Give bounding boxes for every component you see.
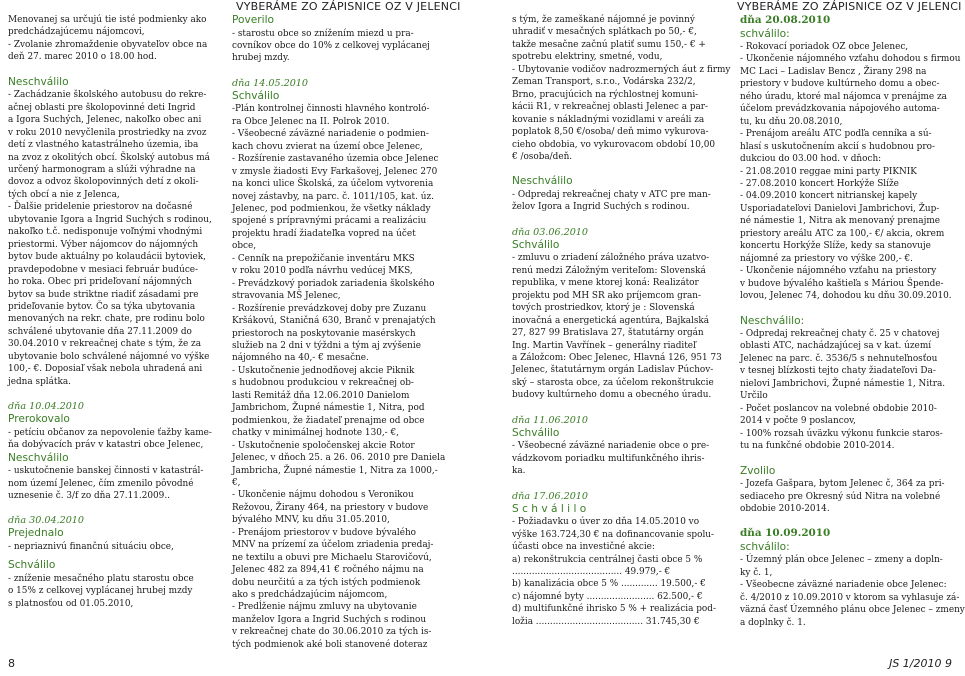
text-line: Jelenec, štatutárnym orgán Ladislav Púchov- [512, 365, 714, 376]
text-line: c) nájomné byty ........................ 62.500,- € [512, 591, 703, 602]
text-line: - 21.08.2010 reggae mini party PIKNIK [740, 166, 917, 177]
date-heading-4: dňa 03.06.2010 [512, 226, 589, 238]
date-heading-6: dňa 17.06.2010 [512, 490, 589, 502]
heading-schvalilo-5: S c h v á l i l o [512, 502, 587, 515]
text-line: tých podmienok aké boli stanovené doteraz [232, 639, 428, 650]
text-line: ňa dobývacích práv v katastri obce Jelenec, [8, 440, 204, 451]
page-header-right: VYBERÁME ZO ZÁPISNICE OZ V JELENCI [737, 0, 962, 13]
col3-block5 [512, 516, 734, 628]
text-line: detí z vlastného katastrálneho územia, iba [8, 140, 199, 151]
text-line: - Uskutočnenie spoločenskej akcie Rotor [232, 440, 415, 451]
text-line: - Ukončenie nájmu dohodou s Veronikou [232, 490, 414, 501]
text-line: jedna splátka. [8, 376, 71, 387]
text-line: Jelenec, pod podmienkou, že všetky náklady [232, 203, 431, 214]
text-line: - Rozšírenie zastavaného územia obce Jelenec [232, 154, 439, 165]
text-line: tových prostriedkov, ktorý je : Slovenská [512, 303, 695, 314]
text-line: bývalého MNV, ku dňu 31.05.2010, [232, 515, 390, 526]
text-line: lovou, Jelenec 74, dohodou ku dňu 30.09.2010. [740, 291, 952, 302]
heading-schvalilo: Schválilo [8, 559, 56, 572]
text-line: Jambrichom, Župné námestie 1, Nitra, pod [232, 403, 425, 414]
date-heading-2: dňa 30.04.2010 [8, 515, 85, 527]
text-line: dukciou do 03.00 hod. v dňoch: [740, 154, 882, 165]
text-line: - Odpredaj rekreačnej chaty č. 25 v chatovej [740, 329, 940, 340]
heading-poverilo: Poverilo [232, 14, 275, 26]
text-line: Zeman Transport, s.r.o., Vodárska 232/2, [512, 77, 696, 88]
text-line: - Všeobecne záväzné nariadenie obce Jelenec: [740, 580, 947, 591]
text-line: uznesenie č. 3/f zo dňa 27.11.2009.. [8, 491, 170, 501]
heading-neschvalilo-4: Neschválilo: [740, 314, 805, 327]
text-line: ubytovanie Igora a Ingrid Suchých s rodinou, [8, 214, 212, 225]
text-line: - Rokovací poriadok OZ obce Jelenec, [740, 42, 909, 52]
date-heading-5: dňa 11.06.2010 [512, 414, 589, 426]
text-line: - Rozšírenie prevádzkovej doby pre Zuzanu [232, 303, 427, 314]
text-line: - Prevádzkový poriadok zariadenia školského [232, 278, 435, 289]
text-line: ubytovanie bolo schválené nájomné vo výške [8, 351, 210, 362]
col1-block3 [8, 465, 228, 502]
text-line: - Predĺženie nájmu zmluvy na ubytovanie [232, 602, 417, 613]
text-line: projektu pod MH SR ako príjemcom gran- [512, 290, 702, 301]
text-line: nájomné za priestory vo výške 200,- €. [740, 253, 913, 264]
date-heading: dňa 10.04.2010 [8, 401, 85, 413]
text-line: MNV na prízemí za účelom zriadenia predaj- [232, 540, 434, 551]
text-line: ....................................... 49.979,- € [512, 566, 671, 577]
text-line: cieho obdobia, vo vykurovacom období 10,00 [512, 139, 715, 150]
text-line: covníkov obce do 10% z celkovej vyplácanej [232, 40, 430, 51]
text-line: nájomného na 40,- € mesačne. [232, 353, 369, 364]
heading-prerokovalo: Prerokovalo [8, 413, 70, 426]
text-line: takže mesačne začnú platiť sumu 150,- € + [512, 39, 706, 50]
col4-block1 [740, 41, 961, 303]
text-line: č. 4/2010 z 10.09.2010 v ktorom sa vyhlasuje zá- [740, 592, 960, 603]
column-3 [512, 14, 734, 634]
heading-schvalilo-7: schválilo: [740, 540, 790, 553]
text-line: né námestie 1, Nitra ak menovaný prenajme [740, 216, 940, 227]
text-line: € /osoba/deň. [512, 151, 573, 162]
text-line: ačnej oblasti pre školopovinné deti Ingrid [8, 102, 196, 113]
text-line: tých obcí a nie z Jelenca, [8, 189, 120, 200]
text-line: ložia ...................................... 31.745,30 € [512, 616, 700, 627]
col4-block2 [740, 328, 954, 453]
date-heading-3: dňa 14.05.2010 [232, 77, 309, 89]
text-line: výške 163.724,30 € na dofinancovanie spolu- [512, 529, 715, 540]
text-line: - Všeobecné záväzné nariadenie obce o pre- [512, 441, 710, 452]
text-line: chatky v minimálnej hodnote 130,- €, [232, 428, 399, 439]
text-line: - Zvolanie zhromaždenie obyvateľov obce na [8, 39, 208, 50]
text-line: obdobie 2010-2014. [740, 503, 830, 514]
col1-block1 [8, 89, 228, 388]
text-line: renú medzi Záložným veriteľom: Slovenská [512, 265, 706, 276]
text-line: - Ukončenie nájomného vzťahu na priestory [740, 266, 937, 277]
text-line: ky č. 1, [740, 567, 773, 578]
text-line: obce, [232, 241, 257, 252]
text-line: kovanie s nákladnými vozidlami v areáli za [512, 114, 705, 125]
text-line: republika, v mene ktorej koná: Realizátor [512, 278, 699, 289]
text-line: - Odpredaj rekreačnej chaty v ATC pre man- [512, 189, 711, 200]
heading-schvalilo-3: Schválilo [512, 238, 560, 251]
text-line: novej zástavby, na parc. č. 1011/105, kat. úz. [232, 191, 434, 202]
text-line: a doplnky č. 1. [740, 617, 806, 628]
text-line: koncertu Horkýže Slíže, kedy sa stanovuje [740, 241, 931, 252]
text-line: oblasti ATC, nachádzajúcej sa v kat. území [740, 341, 932, 352]
text-line: nom území Jelenec, čím zmenilo pôvodné [8, 478, 194, 489]
col2-block1 [232, 28, 458, 65]
page-number-left: 8 [8, 657, 15, 670]
text-line: - nepriaznivú finančnú situáciu obce, [8, 541, 174, 552]
text-line: - Prenájom areálu ATC podľa cenníka a sú- [740, 129, 932, 140]
text-line: Kršákovú, Staničná 630, Branč v prenajatých [232, 316, 436, 327]
heading-prejednalo: Prejednalo [8, 527, 64, 540]
text-line: účasti obce na investičné akcie: [512, 542, 655, 553]
text-line: bytov sa bude striktne riadiť zásadami pre [8, 289, 199, 300]
text-line: poplatok 8,50 €/osoba/ deň mimo vykurova- [512, 127, 709, 138]
text-line: - zmluvu o zriadení záložného práva uzatvo- [512, 253, 710, 264]
text-line: 30.04.2010 v rekreačnej chate s tým, že za [8, 339, 201, 350]
text-line: pravdepodobne v mesiaci február budúce- [8, 264, 199, 275]
col4-block4 [740, 554, 965, 629]
text-line: určený harmonogram a slúži výhradne na [8, 165, 196, 176]
text-line: - Požiadavku o úver zo dňa 14.05.2010 vo [512, 517, 700, 528]
text-line: stravovania MŠ Jelenec, [232, 291, 341, 302]
text-line: Jelenec na parc. č. 3536/5 s nehnuteľnosťou [740, 353, 938, 364]
col1-intro [8, 14, 228, 64]
col3-block4 [512, 440, 734, 477]
text-line: kácii R1, v rekreačnej oblasti Jelenec a par- [512, 102, 709, 113]
text-line: spojené s prípravnými prácami a realizáciu [232, 216, 427, 227]
col4-block3 [740, 478, 954, 515]
text-line: spotrebu elektriny, smetné, vodu, [512, 52, 663, 63]
text-line: vádzkovom poriadku multifunkčného ihris- [512, 453, 705, 464]
text-line: deň 27. marec 2010 o 18.00 hod. [8, 52, 157, 63]
text-line: tu na funkčné obdobie 2010-2014. [740, 441, 895, 452]
heading-schvalilo-4: Schválilo [512, 426, 560, 439]
text-line: bytov bude aktuálny po kolaudácii bytoviek, [8, 252, 206, 263]
text-line: Usporiadateľovi Danielovi Jambrichovi, Žup- [740, 203, 940, 214]
text-line: priestoroch na poskytovanie masérskych [232, 328, 416, 339]
text-line: - Cenník na prepožičanie inventáru MKS [232, 253, 415, 264]
heading-neschvalilo-3: Neschválilo [512, 175, 573, 188]
text-line: - 04.09.2010 koncert nitrianskej kapely [740, 191, 918, 202]
heading-schvalilo-6: schválilo: [740, 27, 790, 40]
text-line: ako s predchádzajúcim nájomcom, [232, 590, 388, 601]
text-line: hlasí s uskutočnením akcií s hudobnou pro- [740, 141, 935, 152]
text-line: - Prenájom priestorov v budove bývalého [232, 527, 417, 538]
col3-block2 [512, 189, 734, 214]
text-line: 27, 827 99 Bratislava 27, štatutárny orgán [512, 328, 704, 339]
text-line: - Zachádzanie školského autobusu do rekre- [8, 90, 207, 101]
text-line: s hudobnou produkciou v rekreačnej ob- [232, 378, 414, 389]
text-line: účelom prevádzkovania nápojového automa- [740, 104, 940, 115]
text-line: priestory areálu ATC za 100,- €/ akcia, okrem [740, 228, 945, 239]
text-line: - 100% rozsah úväzku výkonu funkcie staros- [740, 428, 943, 439]
text-line: - Uskutočnenie jednodňovej akcie Piknik [232, 365, 415, 376]
text-line: nielovi Jambrichovi, Župné námestie 1, Nitra. [740, 378, 946, 389]
text-line: Určilo [740, 391, 768, 402]
text-line: - Ukončenie nájomného vzťahu dohodou s firmou [740, 54, 961, 65]
text-line: menovaných na rekr. chate, pre rodinu bolo [8, 314, 205, 325]
text-line: v tesnej blízkosti tejto chaty žiadateľovi Da- [740, 366, 936, 377]
text-line: MC Laci – Ladislav Bencz , Žirany 298 na [740, 66, 927, 77]
text-line: Jelenec 482 za 894,41 € ročného nájmu na [232, 565, 424, 576]
col3-block3 [512, 252, 734, 401]
text-line: v zmysle žiadosti Evy Farkašovej, Jelenec 270 [232, 166, 438, 177]
text-line: - Jozefa Gašpara, bytom Jelenec č, 364 za pri- [740, 479, 945, 490]
text-line: a Záložcom: Obec Jelenec, Hlavná 126, 951 73 [512, 352, 722, 363]
text-line: s tým, že zameškané nájomné je povinný [512, 15, 695, 25]
date-heading-7: dňa 20.08.2010 [740, 14, 831, 26]
page-header-center: VYBERÁME ZO ZÁPISNICE OZ V JELENCI [236, 0, 461, 13]
text-line: ho roka. Obec pri prideľovaní nájomných [8, 277, 192, 288]
text-line: manželov Igora a Ingrid Suchých s rodinou [232, 614, 427, 625]
text-line: hrubej mzdy. [232, 53, 290, 64]
date-heading-8: dňa 10.09.2010 [740, 527, 831, 540]
text-line: b) kanalizácia obce 5 % ............. 19.500,- € [512, 579, 706, 590]
column-4 [740, 14, 965, 634]
text-line: na konci ulice Školská, za účelom vytvorenia [232, 179, 434, 190]
text-line: a) rekonštrukcia centrálnej časti obce 5 % [512, 554, 703, 565]
text-line: priestory v budove kultúrneho domu a obec- [740, 79, 940, 90]
col1-block4 [8, 541, 228, 553]
heading-schvalilo-2: Schválilo [232, 89, 280, 102]
text-line: v roku 2010 nevyčlenila prostriedky na zvoz [8, 127, 207, 138]
text-line: v budove bývalého kaštieľa s Máriou Špende- [740, 278, 944, 289]
column-2 [232, 14, 458, 650]
text-line: dovoz a odvoz školopovinných detí z okoli- [8, 177, 199, 188]
text-line: dobu neurčitú a za tých istých podmienok [232, 577, 421, 588]
text-line: Jambricha, Župné námestie 1, Nitra za 1000,- [232, 465, 438, 476]
text-line: - Všeobecné záväzné nariadenie o podmien- [232, 129, 429, 140]
text-line: Jelenec, v dňoch 25. a 26. 06. 2010 pre Daniela [232, 453, 446, 464]
text-line: kach chovu zvierat na území obce Jelenec, [232, 141, 423, 152]
col1-block2 [8, 427, 228, 452]
text-line: - zníženie mesačného platu starostu obce [8, 573, 194, 584]
text-line: d) multifunkčné ihrisko 5 % + realizácia pod- [512, 604, 716, 615]
text-line: ský – starosta obce, za účelom rekonštrukcie [512, 377, 714, 388]
text-line: o 15% z celkovej vyplácanej hrubej mzdy [8, 586, 193, 597]
text-line: a Igora Suchých, Jelenec, nakoľko obec ani [8, 115, 202, 126]
text-line: - Územný plán obce Jelenec – zmeny a dopln- [740, 555, 943, 566]
text-line: na zvoz z okolitých obcí. Školský autobus má [8, 152, 210, 163]
text-line: prideľovanie bytov. Čo sa týka ubytovania [8, 302, 196, 313]
text-line: - starostu obce so znížením miezd u pra- [232, 28, 414, 39]
column-1 [8, 14, 228, 634]
text-line: Režovou, Žirany 464, na priestory v budove [232, 502, 429, 513]
text-line: tu, ku dňu 20.08.2010, [740, 116, 843, 127]
text-line: lasti Remitáž dňa 12.06.2010 Danielom [232, 390, 410, 401]
text-line: Menovanej sa určujú tie isté podmienky ako [8, 15, 207, 25]
page-number-right: JS 1/2010 9 [889, 657, 952, 670]
text-line: ra Obce Jelenec na II. Polrok 2010. [232, 116, 390, 127]
text-line: projektu hradí žiadateľka vopred na účet [232, 228, 416, 239]
text-line: - uskutočnenie banskej činnosti v katastrál- [8, 466, 204, 477]
heading-zvolilo: Zvolilo [740, 464, 776, 477]
text-line: -Plán kontrolnej činnosti hlavného kontroló- [232, 104, 430, 115]
col1-block5 [8, 573, 228, 610]
text-line: sediaceho pre Okresný súd Nitra na volebné [740, 491, 941, 502]
text-line: uhradiť v mesačných splátkach po 50,- €, [512, 27, 697, 38]
col3-block1 [512, 14, 734, 163]
text-line: želov Igora a Ingrid Suchých s rodinou. [512, 202, 690, 213]
col2-block2 [232, 103, 458, 651]
text-line: väzná časť Územného plánu obce Jelenec – zmeny [740, 605, 965, 616]
text-line: - Ďalšie pridelenie priestorov na dočasné [8, 202, 193, 213]
text-line: ného úradu, ktoré mal nájomca v prenájme za [740, 91, 947, 102]
text-line: - Počet poslancov na volebné obdobie 2010- [740, 403, 937, 414]
text-line: budovy kultúrneho domu a obecného úradu. [512, 390, 712, 401]
text-line: schválené ubytovanie dňa 27.11.2009 do [8, 326, 192, 337]
text-line: - 27.08.2010 koncert Horkýže Slíže [740, 178, 899, 189]
text-line: 100,- €. Doposiaľ však nebola uhradená ani [8, 364, 203, 375]
text-line: Brno, pracujúcich na rýchlostnej komuni- [512, 89, 699, 100]
text-line: €, [232, 477, 241, 488]
text-line: nakoľko t.č. nedisponuje voľnými vhodnými [8, 227, 203, 238]
text-line: v rekreačnej chate do 30.06.2010 za tých is- [232, 627, 432, 638]
text-line: priestormi. Výber nájomcov do nájomných [8, 239, 199, 250]
text-line: - petíciu občanov za nepovolenie ťažby kame- [8, 427, 212, 438]
text-line: Ing. Martin Vavřínek – generálny riaditeľ [512, 340, 696, 351]
heading-neschvalilo-2: Neschválilo [8, 451, 69, 464]
text-line: 2014 v počte 9 poslancov, [740, 416, 856, 427]
text-line: predchádzajúcemu nájomcovi, [8, 27, 145, 38]
text-line: ka. [512, 466, 526, 477]
text-line: inovačná a energetická agentúra, Bajkalská [512, 315, 710, 326]
text-line: služieb na 2 dni v týždni a tým aj zvýšenie [232, 340, 421, 351]
text-line: - Ubytovanie vodičov nadrozmerných áut z firmy [512, 64, 731, 75]
text-line: v roku 2010 podľa návrhu vedúcej MKS, [232, 266, 413, 277]
text-line: ne textilu a obuvi pre Michaelu Starovičovú, [232, 552, 432, 563]
text-line: s platnosťou od 01.05.2010, [8, 598, 134, 609]
heading-neschvalilo: Neschválilo [8, 75, 69, 88]
text-line: podmienkou, že žiadateľ prenajme od obce [232, 415, 425, 426]
